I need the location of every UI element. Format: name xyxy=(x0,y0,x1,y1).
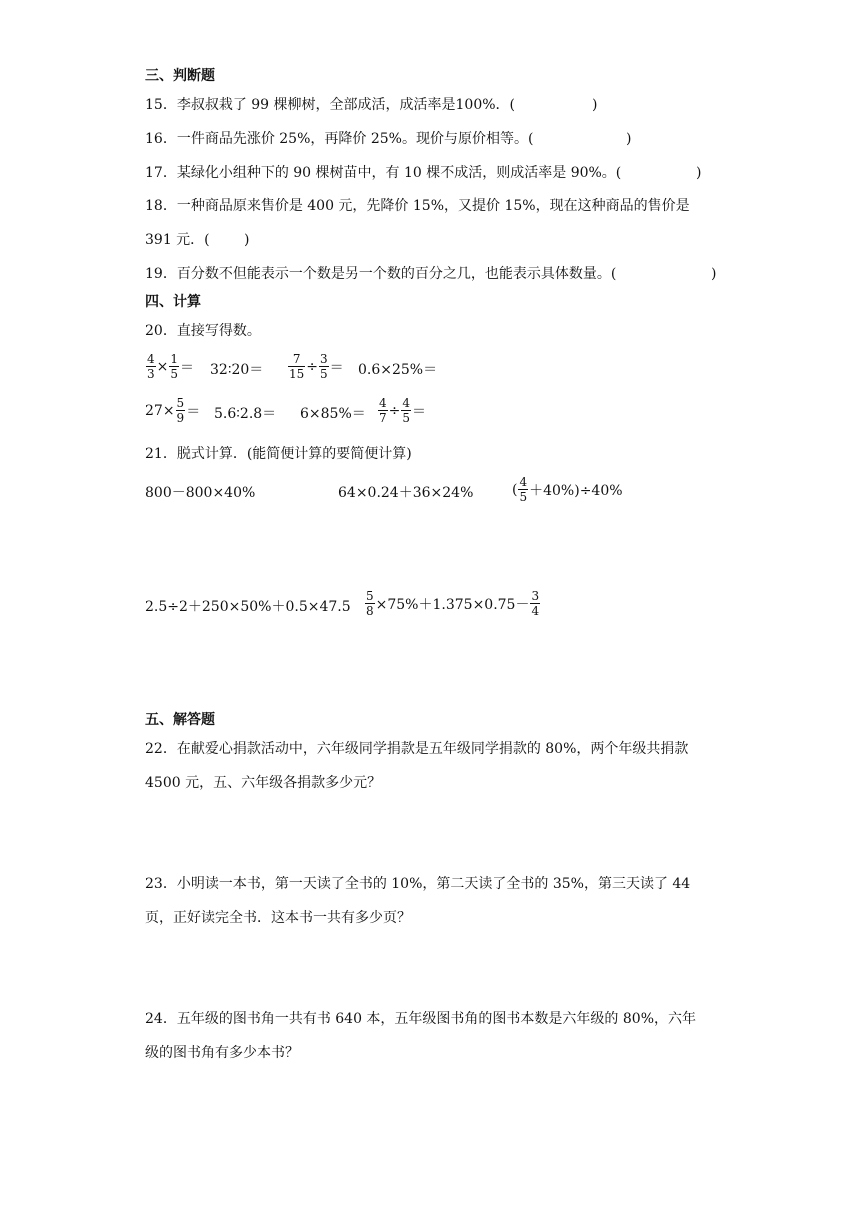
q20-expr-1: $\frac{4}{3}$ × $\frac{1}{5}$ ＝ xyxy=(147,352,195,381)
question-18-close: ) xyxy=(244,232,250,248)
q21-expr-4: 2.5÷2＋250×50%＋0.5×47.5 xyxy=(145,599,351,615)
question-19-text: 19．百分数不但能表示一个数是另一个数的百分之几，也能表示具体数量。( xyxy=(145,266,617,282)
q21-expr-5: $\frac{5}{8}$ ×75%＋1.375×0.75－ $\frac{3}{4}$ xyxy=(366,589,540,618)
question-23-line1: 23．小明读一本书，第一天读了全书的 10%，第二天读了全书的 35%，第三天读了 44 xyxy=(145,876,691,892)
section-heading-judgment: 三、判断题 xyxy=(145,68,215,84)
question-16-close: ) xyxy=(626,131,632,147)
fraction: $\frac{3}{5}$ xyxy=(320,352,328,381)
fraction: $\frac{5}{9}$ xyxy=(176,396,185,425)
question-19-close: ) xyxy=(711,266,717,282)
question-18-line2: 391 元．( xyxy=(145,232,210,248)
q20-expr-8: $\frac{4}{7}$ ÷ $\frac{4}{5}$ ＝ xyxy=(379,396,427,425)
question-22-line2: 4500 元，五、六年级各捐款多少元？ xyxy=(145,775,382,791)
question-15-close: ) xyxy=(592,97,598,113)
question-16 xyxy=(145,129,533,149)
section-heading-word-problems: 五、解答题 xyxy=(145,712,215,728)
fraction: $\frac{5}{8}$ xyxy=(366,589,374,618)
section-heading-calculation: 四、计算 xyxy=(145,294,201,310)
q21-expr-1: 800－800×40% xyxy=(145,485,256,501)
q20-expr-5: 27× $\frac{5}{9}$ ＝ xyxy=(145,396,201,425)
q20-expr-6: 5.6∶2.8＝ xyxy=(214,406,277,422)
q20-expr-2: 32∶20＝ xyxy=(210,362,264,378)
q20-expr-7: 6×85%＝ xyxy=(300,406,366,422)
question-15 xyxy=(145,95,515,115)
question-16-text: 16．一件商品先涨价 25%，再降价 25%。现价与原价相等。( xyxy=(145,131,534,147)
question-15-text: 15．李叔叔栽了 99 棵柳树，全部成活，成活率是100%．( xyxy=(145,97,516,113)
fraction: $\frac{4}{3}$ xyxy=(147,352,155,381)
question-24-line1: 24．五年级的图书角一共有书 640 本，五年级图书角的图书本数是六年级的 80%，六年 xyxy=(145,1011,697,1027)
question-17 xyxy=(145,163,621,183)
fraction: $\frac{4}{7}$ xyxy=(379,396,387,425)
fraction: $\frac{4}{5}$ xyxy=(519,475,528,504)
question-19 xyxy=(145,264,616,284)
q21-expr-3: ( $\frac{4}{5}$ ＋40%)÷40% xyxy=(512,475,623,504)
fraction: $\frac{3}{4}$ xyxy=(531,589,540,618)
q20-expr-4: 0.6×25%＝ xyxy=(358,362,438,378)
question-17-text: 17．某绿化小组种下的 90 棵树苗中，有 10 棵不成活，则成活率是 90%。( xyxy=(145,165,622,181)
question-21-title: 21．脱式计算．(能简便计算的要简便计算) xyxy=(145,446,412,462)
fraction: $\frac{7}{15}$ xyxy=(289,352,305,381)
question-23-line2: 页，正好读完全书．这本书一共有多少页？ xyxy=(145,910,411,926)
question-22-line1: 22．在献爱心捐款活动中，六年级同学捐款是五年级同学捐款的 80%，两个年级共捐款 xyxy=(145,741,689,757)
question-18-line1: 18．一种商品原来售价是 400 元，先降价 15%，又提价 15%，现在这种商品的售价是 xyxy=(145,198,690,214)
fraction: $\frac{4}{5}$ xyxy=(402,396,411,425)
question-24-line2: 级的图书角有多少本书？ xyxy=(145,1045,299,1061)
fraction: $\frac{1}{5}$ xyxy=(170,352,179,381)
q20-expr-3: $\frac{7}{15}$ ÷ $\frac{3}{5}$ ＝ xyxy=(289,352,344,381)
q21-expr-2: 64×0.24＋36×24% xyxy=(338,485,474,501)
question-20-title: 20．直接写得数。 xyxy=(145,323,261,339)
question-17-close: ) xyxy=(696,165,702,181)
